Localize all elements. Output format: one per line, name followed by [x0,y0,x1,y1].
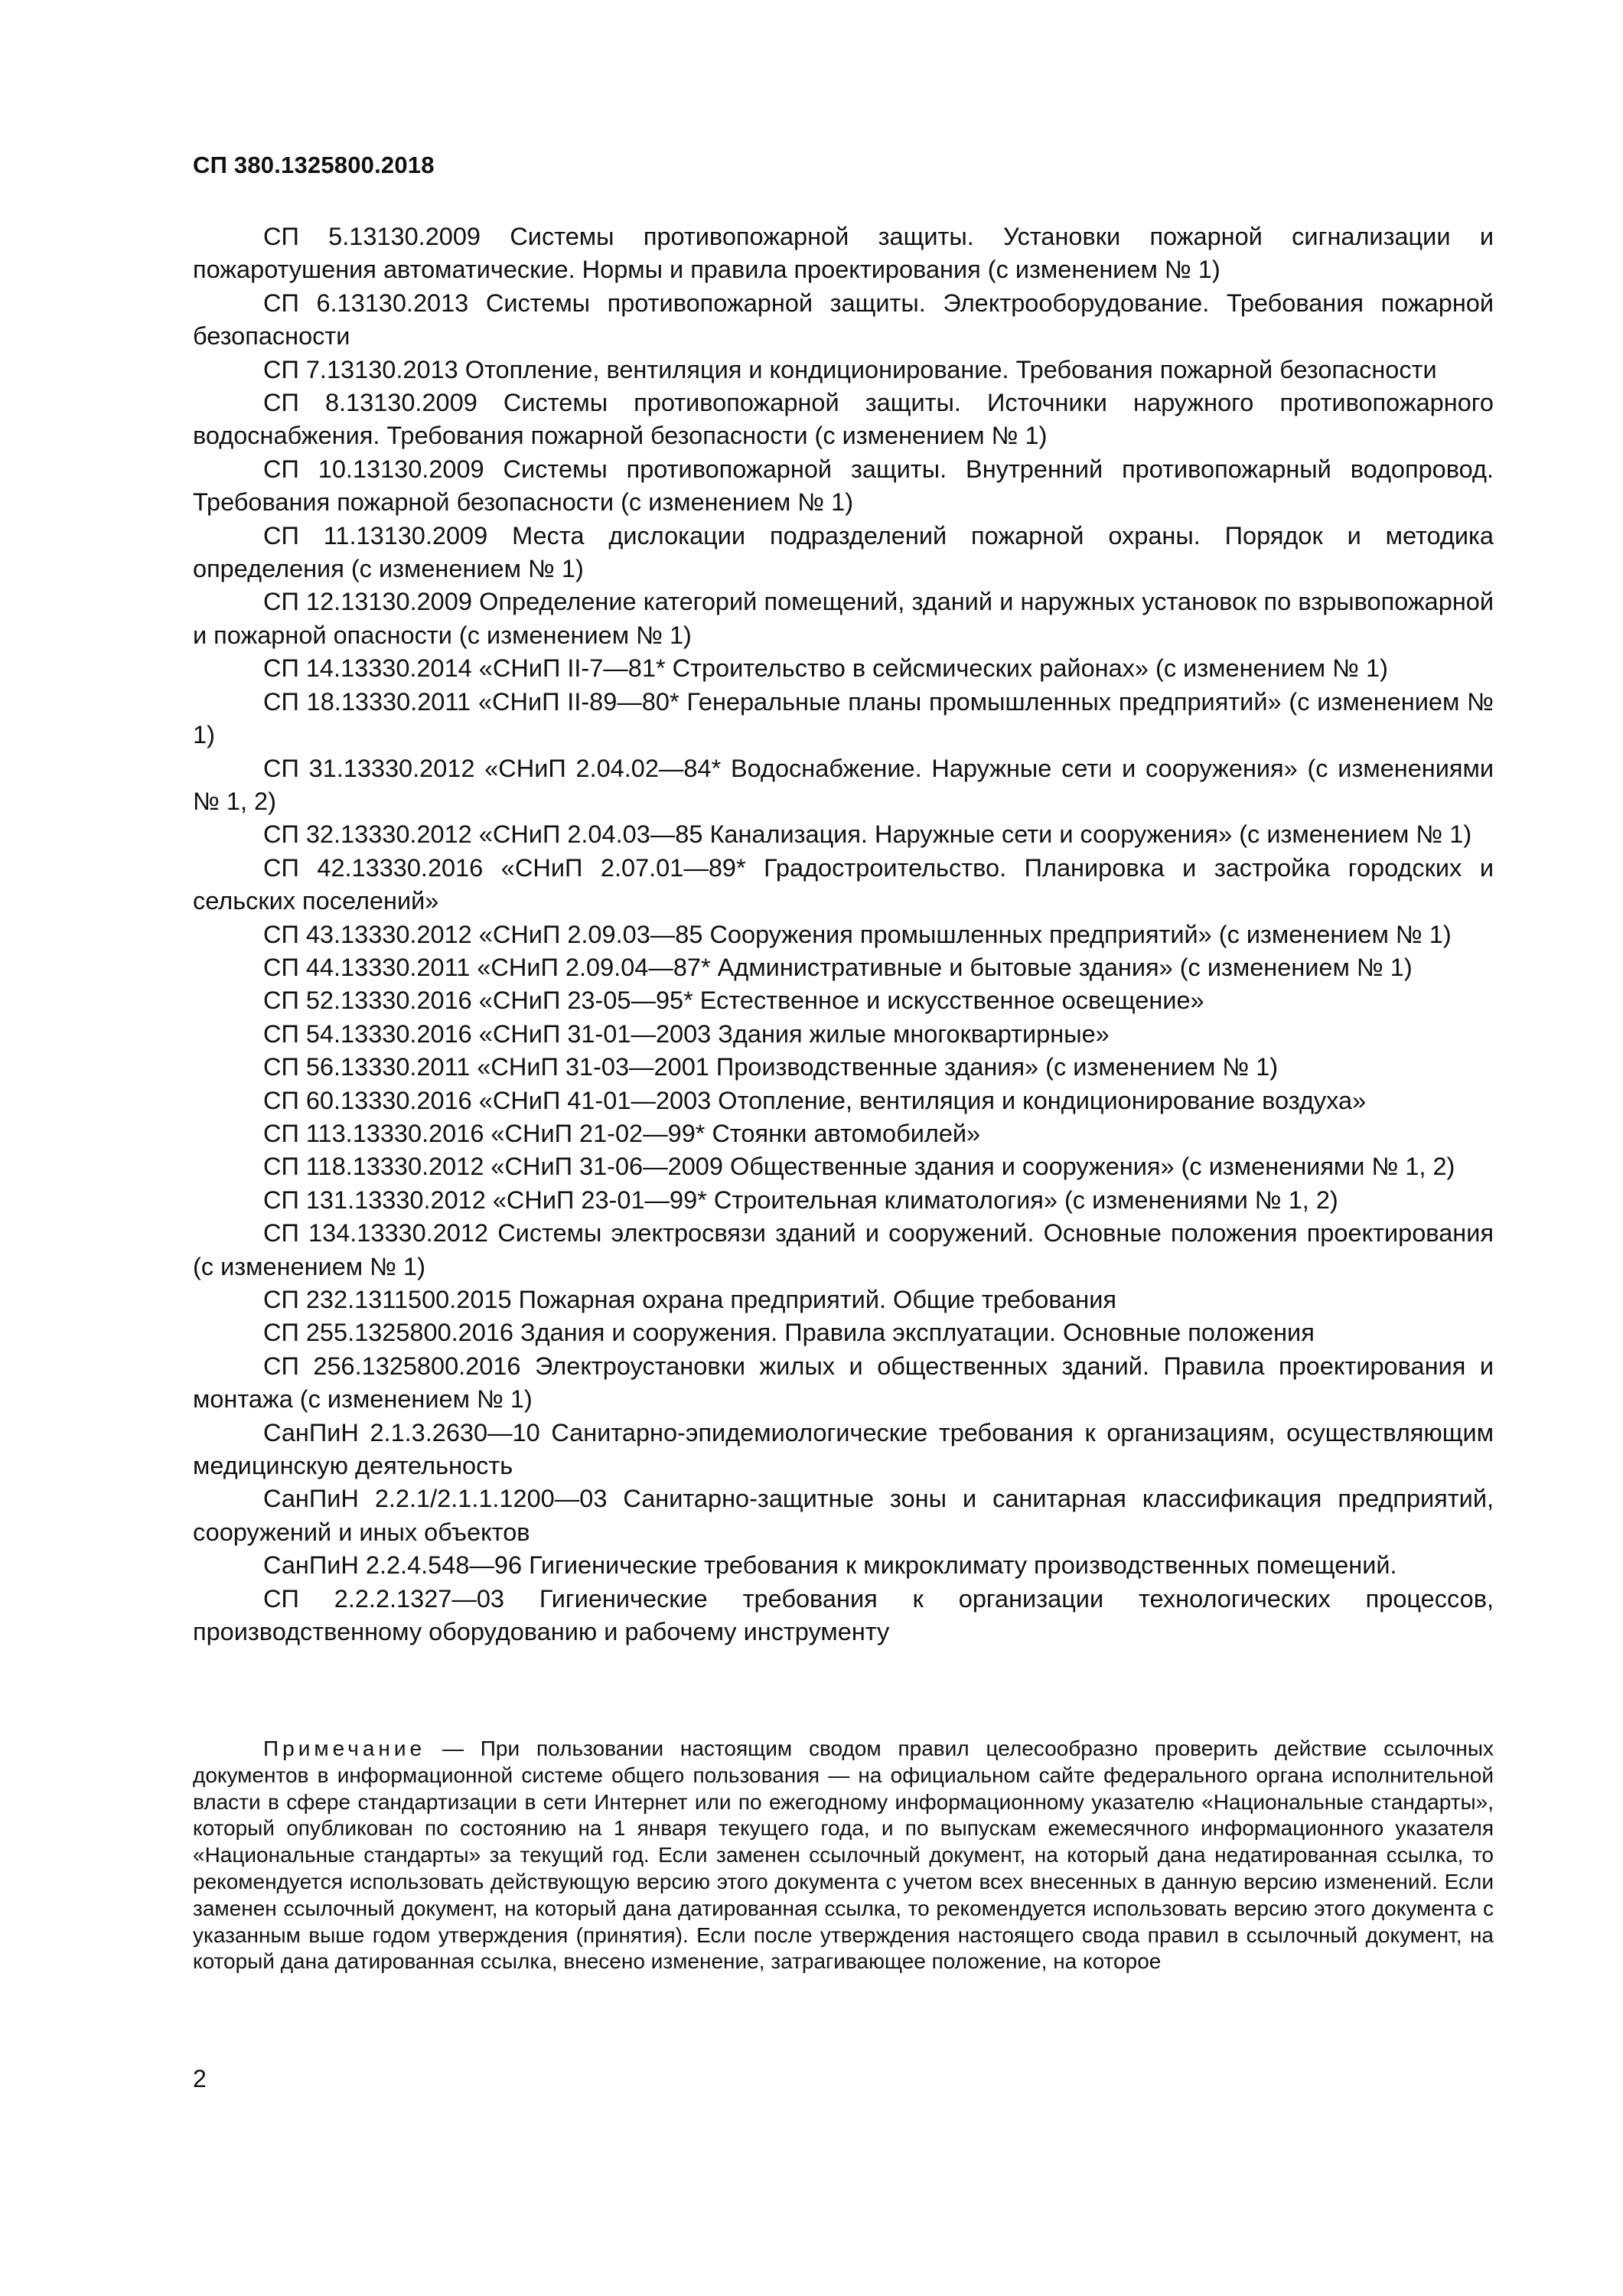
reference-item: СП 255.1325800.2016 Здания и сооружения. Правила эксплуатации. Основные положения [263,1319,1315,1347]
reference-item: СП 134.13330.2012 Системы электросвязи зданий и сооружений. Основные положения проектирования (с изменением № 1) [193,1219,1494,1280]
normative-references-list [193,220,1494,1649]
reference-item: СП 32.13330.2012 «СНиП 2.04.03—85 Канализация. Наружные сети и сооружения» (с изменением № 1) [263,820,1472,849]
reference-item: СП 44.13330.2011 «СНиП 2.09.04—87* Административные и бытовые здания» (с изменением № 1) [263,953,1413,981]
note-label: Примечание [263,1737,426,1760]
reference-item: СП 118.13330.2012 «СНиП 31-06—2009 Общественные здания и сооружения» (с изменениями № 1, 2) [263,1153,1455,1181]
note-text: — При пользовании настоящим сводом правил целесообразно проверить действие ссылочных документов в информационной системе общего пользования — на официальном сайте федерального органа исполнительной власти в сфере стандартизации в сети Интернет или по ежегодному информационному указателю «Национальные стандарты», который опубликован по состоянию на 1 января текущего года, и по выпускам ежемесячного информационного указателя «Национальные стандарты» за текущий год. Если заменен ссылочный документ, на который дана недатированная ссылка, то рекомендуется использовать действующую версию этого документа с учетом всех внесенных в данную версию изменений. Если заменен ссылочный документ, на который дана датированная ссылка, то рекомендуется использовать версию этого документа с указанным выше годом утверждения (принятия). Если после утверждения настоящего свода правил в ссылочный документ, на который дана датированная ссылка, внесено изменение, затрагивающее положение, на которое [193,1737,1494,1974]
reference-item: СП 14.13330.2014 «СНиП II-7—81* Строительство в сейсмических районах» (с изменением № 1) [263,654,1388,683]
reference-item: СанПиН 2.1.3.2630—10 Санитарно-эпидемиологические требования к организациям, осуществляющим медицинскую деятельность [193,1418,1494,1480]
reference-item: СП 8.13130.2009 Системы противопожарной защиты. Источники наружного противопожарного водоснабжения. Требования пожарной безопасности (с изменением № 1) [193,389,1494,450]
note-paragraph [193,1736,1494,1975]
reference-item: СП 56.13330.2011 «СНиП 31-03—2001 Производственные здания» (с изменением № 1) [263,1053,1279,1081]
reference-item: СП 232.1311500.2015 Пожарная охрана предприятий. Общие требования [263,1286,1116,1313]
reference-item: СП 2.2.2.1327—03 Гигиенические требования к организации технологических процессов, производственному оборудованию и рабочему инструменту [193,1584,1494,1646]
reference-item: СП 60.13330.2016 «СНиП 41-01—2003 Отопление, вентиляция и кондиционирование воздуха» [263,1086,1367,1114]
reference-item: СП 54.13330.2016 «СНиП 31-01—2003 Здания жилые многоквартирные» [263,1019,1110,1048]
reference-item: СП 10.13130.2009 Системы противопожарной защиты. Внутренний противопожарный водопровод. Требования пожарной безопасности (с изменением № 1) [193,455,1494,517]
reference-item: СанПиН 2.2.1/2.1.1.1200—03 Санитарно-защитные зоны и санитарная классификация предприятий, сооружений и иных объектов [193,1485,1494,1546]
reference-item: СП 256.1325800.2016 Электроустановки жилых и общественных зданий. Правила проектирования и монтажа (с изменением № 1) [193,1352,1494,1414]
reference-item: СП 12.13130.2009 Определение категорий помещений, зданий и наружных установок по взрывопожарной и пожарной опасности (с изменением № 1) [193,588,1494,649]
note-block [193,1736,1494,1975]
reference-item: СП 6.13130.2013 Системы противопожарной защиты. Электрооборудование. Требования пожарной безопасности [193,289,1494,351]
reference-item: СП 52.13330.2016 «СНиП 23-05—95* Естественное и искусственное освещение» [263,987,1204,1015]
reference-item: СП 42.13330.2016 «СНиП 2.07.01—89* Градостроительство. Планировка и застройка городских и сельских поселений» [193,853,1494,915]
reference-item: СП 131.13330.2012 «СНиП 23-01—99* Строительная климатология» (с изменениями № 1, 2) [263,1186,1338,1214]
reference-item: СП 43.13330.2012 «СНиП 2.09.03—85 Сооружения промышленных предприятий» (с изменением № 1) [263,920,1452,948]
reference-item: СП 11.13130.2009 Места дислокации подразделений пожарной охраны. Порядок и методика определения (с изменением № 1) [193,521,1494,583]
document-code-header: СП 380.1325800.2018 [193,152,435,178]
reference-item: СП 7.13130.2013 Отопление, вентиляция и кондиционирование. Требования пожарной безопасности [263,355,1437,383]
page-number: 2 [193,2065,207,2092]
reference-item: СП 5.13130.2009 Системы противопожарной защиты. Установки пожарной сигнализации и пожаротушения автоматические. Нормы и правила проектирования (с изменением № 1) [193,223,1494,284]
reference-item: СП 113.13330.2016 «СНиП 21-02—99* Стоянки автомобилей» [263,1119,981,1147]
reference-item: СП 18.13330.2011 «СНиП II-89—80* Генеральные планы промышленных предприятий» (с изменением № 1) [193,687,1494,749]
reference-item: СП 31.13330.2012 «СНиП 2.04.02—84* Водоснабжение. Наружные сети и сооружения» (с изменениями № 1, 2) [193,754,1494,815]
reference-item: СанПиН 2.2.4.548—96 Гигиенические требования к микроклимату производственных помещений. [263,1551,1397,1580]
